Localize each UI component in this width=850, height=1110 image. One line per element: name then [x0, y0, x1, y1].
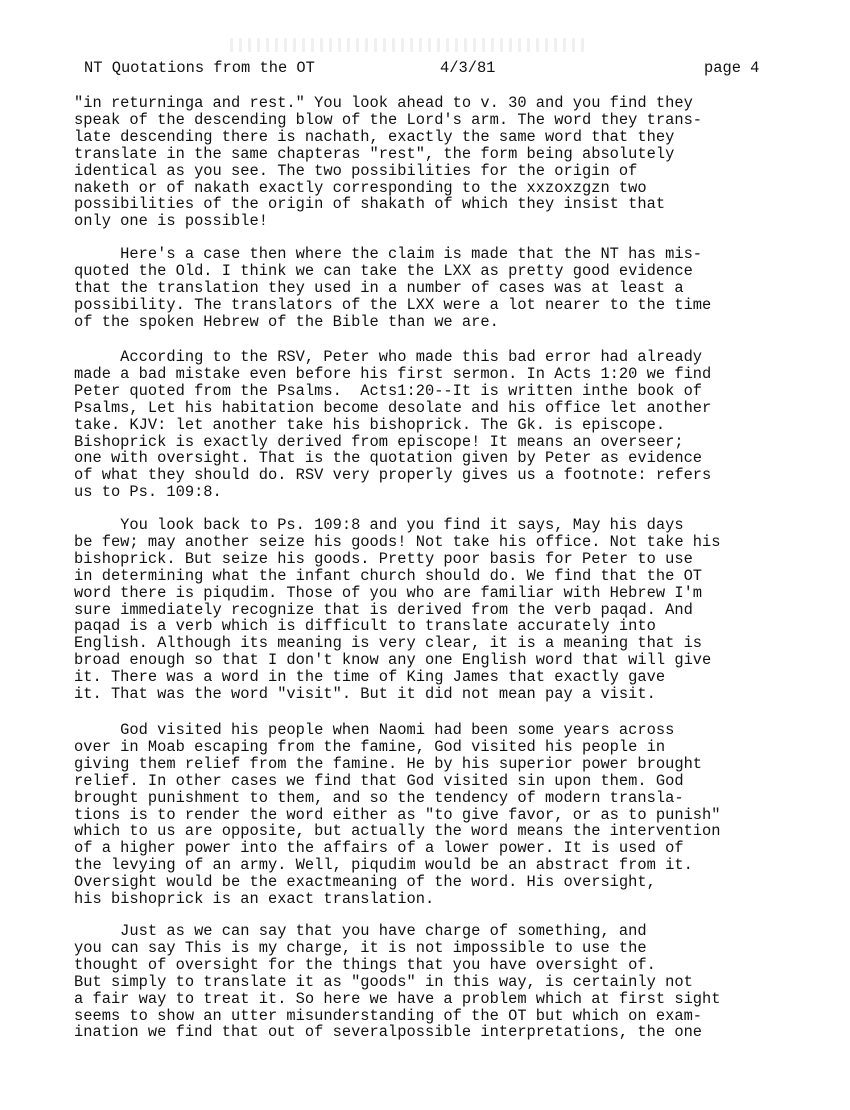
text-line: Bishoprick is exactly derived from episcope! It means an overseer;	[74, 432, 684, 451]
text-line: broad enough so that I don't know any one English word that will give	[74, 651, 712, 670]
text-line: giving them relief from the famine. He by his superior power brought	[74, 754, 703, 773]
text-line: it. There was a word in the time of King James that exactly gave	[74, 668, 666, 687]
text-line: take. KJV: let another take his bishoprick. The Gk. is episcope.	[74, 415, 666, 434]
text-line: English. Although its meaning is very clear, it is a meaning that is	[74, 634, 703, 653]
text-line: possibilities of the origin of shakath of which they insist that	[74, 195, 666, 214]
text-line: word there is piqudim. Those of you who are familiar with Hebrew I'm	[74, 583, 703, 602]
scan-smudge	[230, 38, 590, 52]
text-line: Here's a case then where the claim is made that the NT has mis-	[74, 245, 703, 263]
paragraph-5	[74, 722, 804, 908]
text-line: in determining what the infant church should do. We find that the OT	[74, 566, 703, 585]
text-line: that the translation they used in a number of cases was at least a	[74, 278, 684, 297]
text-line: which to us are opposite, but actually the word means the intervention	[74, 822, 721, 841]
text-line: translate in the same chapteras "rest", the form being absolutely	[74, 144, 675, 163]
text-line: You look back to Ps. 109:8 and you find it says, May his days	[74, 516, 684, 534]
paragraph-2	[74, 246, 804, 331]
paragraph-4	[74, 517, 804, 703]
text-line: brought punishment to them, and so the tendency of modern transla-	[74, 788, 684, 807]
text-line: According to the RSV, Peter who made this bad error had already	[74, 348, 703, 366]
text-line: But simply to translate it as "goods" in this way, is certainly not	[74, 972, 693, 991]
text-line: of a higher power into the affairs of a lower power. It is used of	[74, 839, 684, 858]
header-title: NT Quotations from the OT	[84, 59, 315, 77]
text-line: a fair way to treat it. So here we have a problem which at first sight	[74, 989, 721, 1008]
text-line: made a bad mistake even before his first sermon. In Acts 1:20 we find	[74, 364, 712, 383]
text-line: Just as we can say that you have charge of something, and	[74, 922, 647, 940]
text-line: of the spoken Hebrew of the Bible than we are.	[74, 312, 499, 331]
text-line: speak of the descending blow of the Lord's arm. The word they trans-	[74, 110, 703, 129]
text-line: us to Ps. 109:8.	[74, 483, 222, 502]
text-line: you can say This is my charge, it is not impossible to use the	[74, 938, 647, 957]
header-date: 4/3/81	[440, 59, 496, 77]
text-line: paqad is a verb which is difficult to translate accurately into	[74, 617, 656, 636]
text-line: ination we find that out of severalpossible interpretations, the one	[74, 1023, 703, 1042]
text-line: tions is to render the word either as "to give favor, or as to punish"	[74, 805, 721, 824]
paragraph-1	[74, 95, 804, 230]
text-line: bishoprick. But seize his goods. Pretty poor basis for Peter to use	[74, 549, 693, 568]
text-line: only one is possible!	[74, 212, 268, 231]
text-line: God visited his people when Naomi had been some years across	[74, 721, 675, 739]
text-line: Peter quoted from the Psalms. Acts1:20--It is written inthe book of	[74, 381, 703, 400]
text-line: the levying of an army. Well, piqudim would be an abstract from it.	[74, 856, 693, 875]
text-line: "in returninga and rest." You look ahead to v. 30 and you find they	[74, 94, 693, 112]
paragraph-6	[74, 923, 804, 1041]
text-line: be few; may another seize his goods! Not take his office. Not take his	[74, 532, 721, 551]
page-header	[84, 60, 774, 80]
header-page-number: page 4	[704, 59, 760, 77]
text-line: it. That was the word "visit". But it did not mean pay a visit.	[74, 685, 656, 704]
text-line: possibility. The translators of the LXX were a lot nearer to the time	[74, 295, 712, 314]
text-line: one with oversight. That is the quotation given by Peter as evidence	[74, 449, 703, 468]
text-line: seems to show an utter misunderstanding of the OT but which on exam-	[74, 1006, 703, 1025]
text-line: Oversight would be the exactmeaning of the word. His oversight,	[74, 873, 656, 892]
text-line: identical as you see. The two possibilities for the origin of	[74, 161, 638, 180]
text-line: relief. In other cases we find that God visited sin upon them. God	[74, 771, 684, 790]
text-line: late descending there is nachath, exactly the same word that they	[74, 127, 675, 146]
text-line: sure immediately recognize that is derived from the verb paqad. And	[74, 600, 693, 619]
text-line: over in Moab escaping from the famine, God visited his people in	[74, 737, 666, 756]
text-line: quoted the Old. I think we can take the LXX as pretty good evidence	[74, 261, 693, 280]
text-line: naketh or of nakath exactly corresponding to the xxzoxzgzn two	[74, 178, 647, 197]
text-line: Psalms, Let his habitation become desolate and his office let another	[74, 398, 712, 417]
text-line: of what they should do. RSV very properly gives us a footnote: refers	[74, 466, 712, 485]
text-line: thought of oversight for the things that you have oversight of.	[74, 955, 656, 974]
paragraph-3	[74, 349, 804, 501]
text-line: his bishoprick is an exact translation.	[74, 890, 435, 909]
